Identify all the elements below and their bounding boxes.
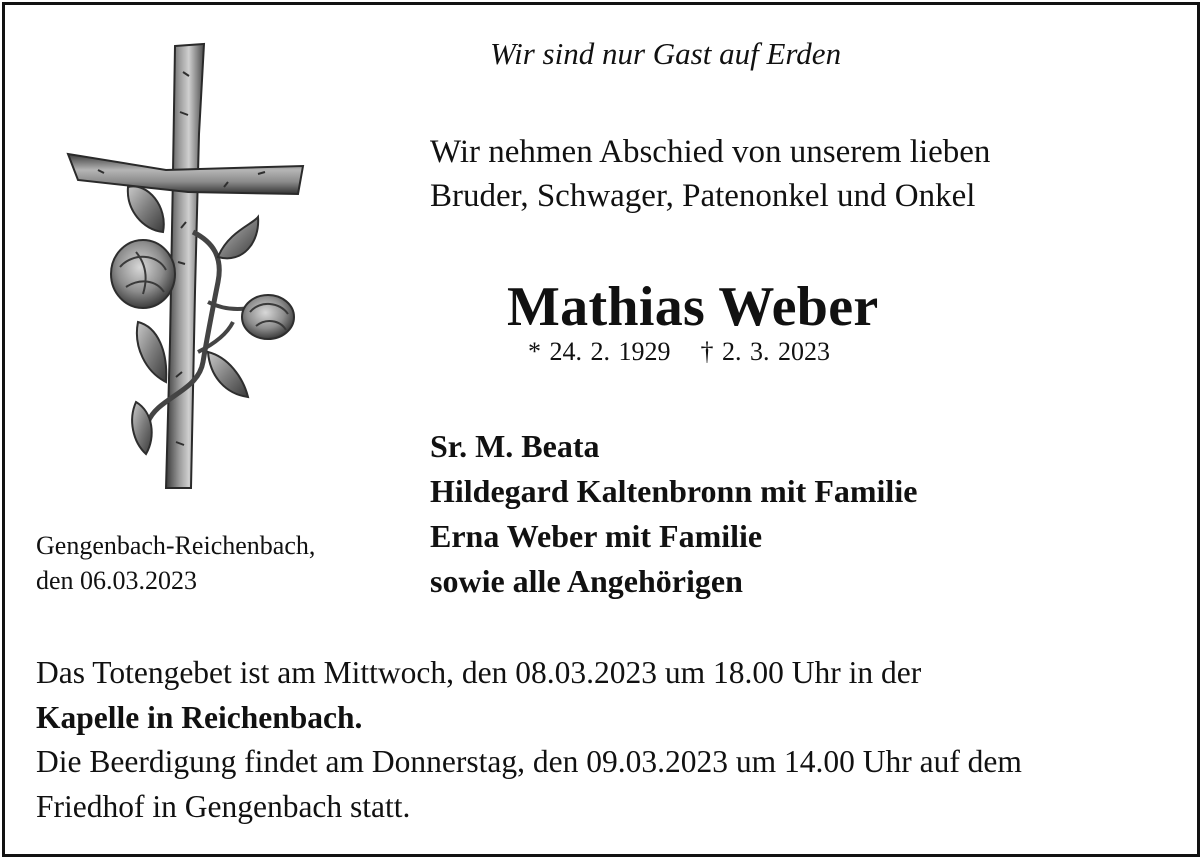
- birth-date: * 24. 2. 1929: [528, 337, 671, 366]
- mourner: Hildegard Kaltenbronn mit Familie: [430, 473, 918, 509]
- notice-line-4: Friedhof in Gengenbach statt.: [36, 788, 411, 824]
- notice-line-1: Das Totengebet ist am Mittwoch, den 08.03.2023 um 18.00 Uhr in der: [36, 655, 922, 690]
- intro-text: [430, 130, 990, 218]
- mourner: Erna Weber mit Familie: [430, 518, 763, 554]
- place-and-date: [36, 528, 315, 598]
- deceased-name: Mathias Weber: [507, 276, 879, 338]
- notice-line-3: Die Beerdigung findet am Donnerstag, den 09.03.2023 um 14.00 Uhr auf dem: [36, 744, 1022, 779]
- intro-line-1: Wir nehmen Abschied von unserem lieben: [430, 134, 991, 170]
- mourner: Sr. M. Beata: [430, 428, 600, 464]
- death-date: † 2. 3. 2023: [700, 337, 830, 366]
- mourner: sowie alle Angehörigen: [430, 563, 743, 599]
- motto: Wir sind nur Gast auf Erden: [490, 36, 842, 71]
- funeral-notice: [36, 651, 1022, 829]
- place-line: Gengenbach-Reichenbach,: [36, 531, 316, 560]
- date-line: den 06.03.2023: [36, 566, 198, 595]
- cross-with-roses-icon: [58, 42, 318, 494]
- life-dates: [528, 337, 830, 367]
- rose-large: [111, 240, 175, 308]
- intro-line-2: Bruder, Schwager, Patenonkel und Onkel: [430, 178, 976, 214]
- notice-line-2: Kapelle in Reichenbach.: [36, 699, 363, 735]
- rose-small: [242, 295, 294, 339]
- mourners-list: [430, 424, 917, 604]
